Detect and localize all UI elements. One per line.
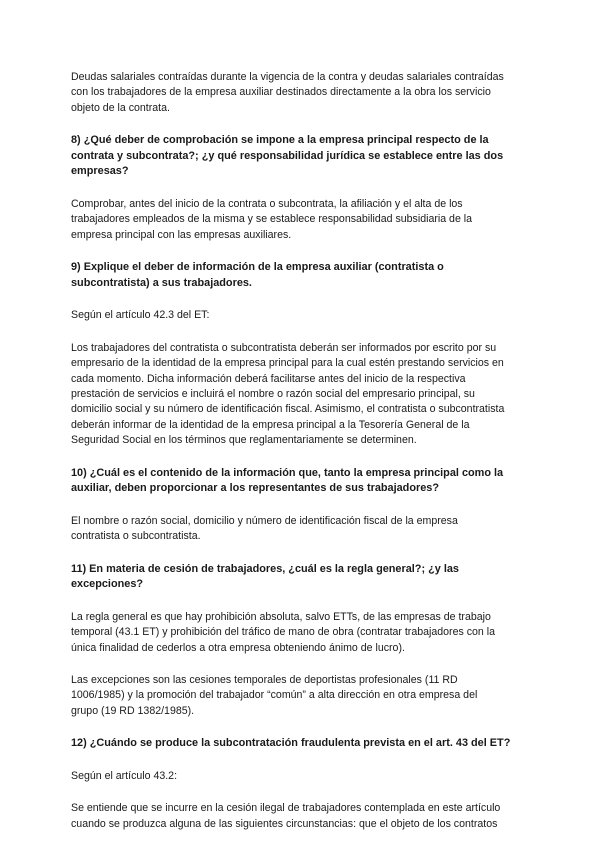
answer-9-paragraph: Los trabajadores del contratista o subcontratista deberán ser informados por escrito por su empresario de la identidad de la empresa principal para la cual estén prestando servicios en cada momento. Dicha información deberá facilitarse antes del inicio de la respectiva prestación de servicios e incluirá el nombre o razón social del empresario principal, su domicilio social y su número de identificación fiscal. Asimismo, el contratista o subcontratista deberán informar de la identidad de la empresa principal a la Tesorería General de la Seguridad Social en los términos que reglamentariamente se determinen. — [71, 341, 505, 447]
answer-11-exceptions-paragraph: Las excepciones son las cesiones temporales de deportistas profesionales (11 RD 1006/1985) y la promoción del trabajador “común” a alta dirección en otra empresa del grupo (19 RD 1382/1985). — [71, 674, 478, 717]
question-12-heading: 12) ¿Cuándo se produce la subcontratación fraudulenta prevista en el art. 43 del ET? — [71, 737, 511, 750]
answer-9-intro: Según el artículo 42.3 del ET: — [71, 309, 210, 322]
question-8-heading: 8) ¿Qué deber de comprobación se impone a la empresa principal respecto de la contrata y subcontrata?; ¿y qué responsabilidad jurídica se establece entre las dos empresas? — [71, 134, 504, 178]
answer-8-paragraph: Comprobar, antes del inicio de la contrata o subcontrata, la afiliación y el alta de los trabajadores empleados de la misma y se establece responsabilidad subsidiaria de la empresa principal con las empresas auxiliares. — [71, 198, 473, 241]
paragraph-deudas-salariales: Deudas salariales contraídas durante la vigencia de la contra y deudas salariales contraídas con los trabajadores de la empresa auxiliar destinados directamente a la obra los servicio objeto de la contrata. — [71, 71, 504, 114]
answer-12-paragraph: Se entiende que se incurre en la cesión ilegal de trabajadores contemplada en este artículo cuando se produzca alguna de las siguientes circunstancias: que el objeto de los contratos — [71, 802, 501, 830]
answer-12-intro: Según el artículo 43.2: — [71, 769, 178, 782]
question-10-heading: 10) ¿Cuál es el contenido de la información que, tanto la empresa principal como la auxiliar, deben proporcionar a los representantes de sus trabajadores? — [71, 466, 504, 495]
answer-11-rule-paragraph: La regla general es que hay prohibición absoluta, salvo ETTs, de las empresas de trabajo temporal (43.1 ET) y prohibición del tráfico de mano de obra (contratar trabajadores con la única finalidad de cederlos a otra empresa obteniendo ánimo de lucro). — [71, 610, 495, 654]
question-9-heading: 9) Explique el deber de información de la empresa auxiliar (contratista o subcontratista) a sus trabajadores. — [71, 261, 444, 289]
answer-10-paragraph: El nombre o razón social, domicilio y número de identificación fiscal de la empresa contratista o subcontratista. — [71, 514, 458, 543]
question-11-heading: 11) En materia de cesión de trabajadores, ¿cuál es la regla general?; ¿y las excepciones? — [71, 562, 459, 591]
document-page — [71, 70, 531, 849]
